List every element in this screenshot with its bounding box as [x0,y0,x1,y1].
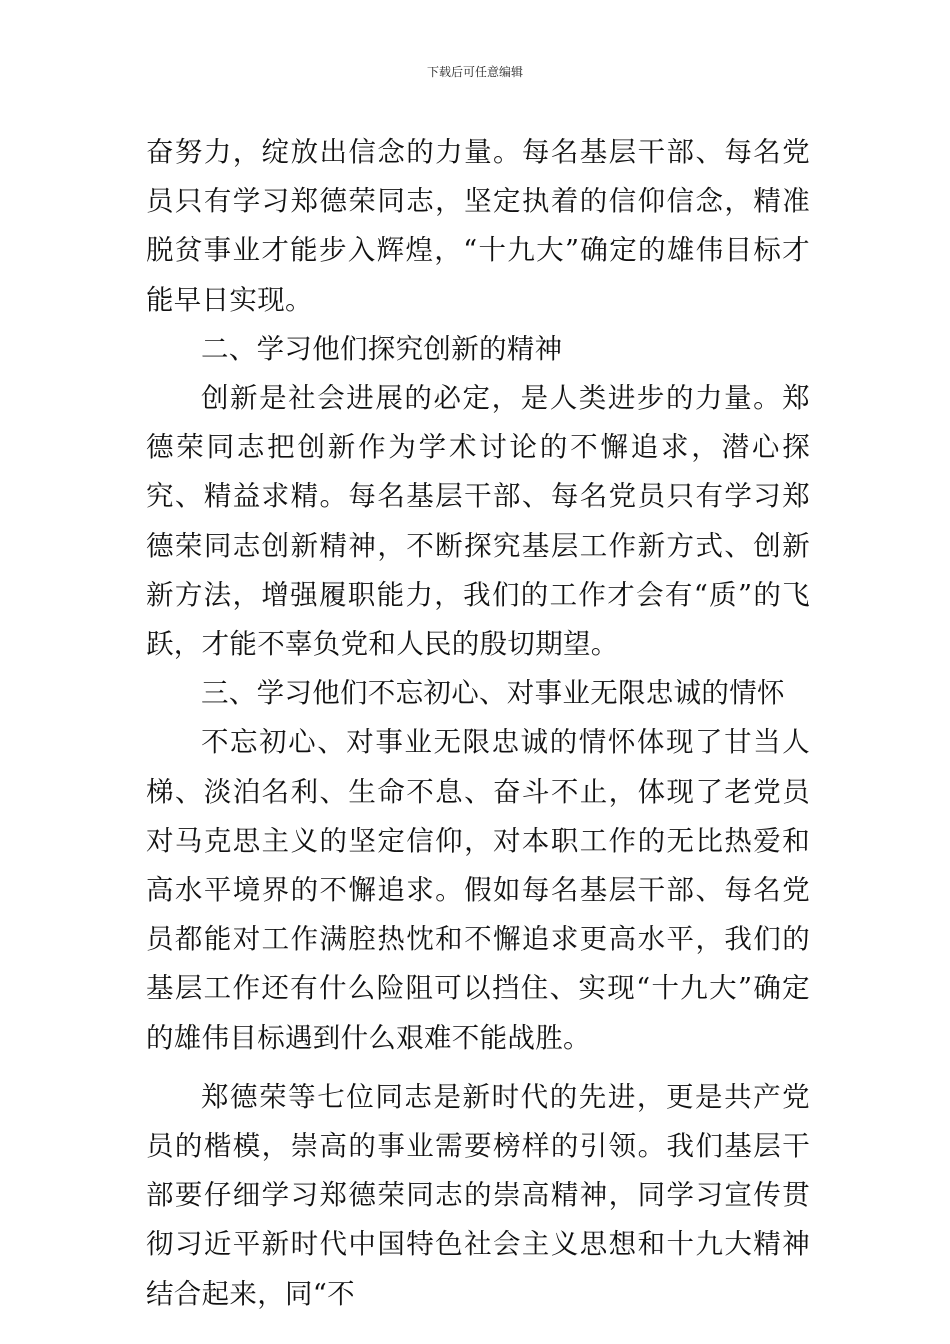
section-heading-2: 二、学习他们探究创新的精神 [201,332,563,365]
document-body [146,128,810,1319]
paragraph-continuation: 奋努力，绽放出信念的力量。每名基层干部、每名党员只有学习郑德荣同志，坚定执着的信仰信念，精准脱贫事业才能步入辉煌，“十九大”确定的雄伟目标才能早日实现。 [146,136,810,316]
section-heading-3: 三、学习他们不忘初心、对事业无限忠诚的情怀 [201,677,785,710]
paragraph-innovation: 创新是社会进展的必定，是人类进步的力量。郑德荣同志把创新作为学术讨论的不懈追求，潜心探究、精益求精。每名基层干部、每名党员只有学习郑德荣同志创新精神，不断探究基层工作新方式、创新新方法，增强履职能力，我们的工作才会有“质”的飞跃，才能不辜负党和人民的殷切期望。 [146,382,810,661]
page-header-note: 下载后可任意编辑 [426,65,523,79]
paragraph-conclusion: 郑德荣等七位同志是新时代的先进，更是共产党员的楷模，崇高的事业需要榜样的引领。我们基层干部要仔细学习郑德荣同志的崇高精神，同学习宣传贯彻习近平新时代中国特色社会主义思想和十九大精神结合起来，同“不 [146,1080,810,1310]
paragraph-loyalty: 不忘初心、对事业无限忠诚的情怀体现了甘当人梯、淡泊名利、生命不息、奋斗不止，体现了老党员对马克思主义的坚定信仰，对本职工作的无比热爱和高水平境界的不懈追求。假如每名基层干部、每名党员都能对工作满腔热忱和不懈追求更高水平，我们的基层工作还有什么险阻可以挡住、实现“十九大”确定的雄伟目标遇到什么艰难不能战胜。 [146,726,810,1054]
